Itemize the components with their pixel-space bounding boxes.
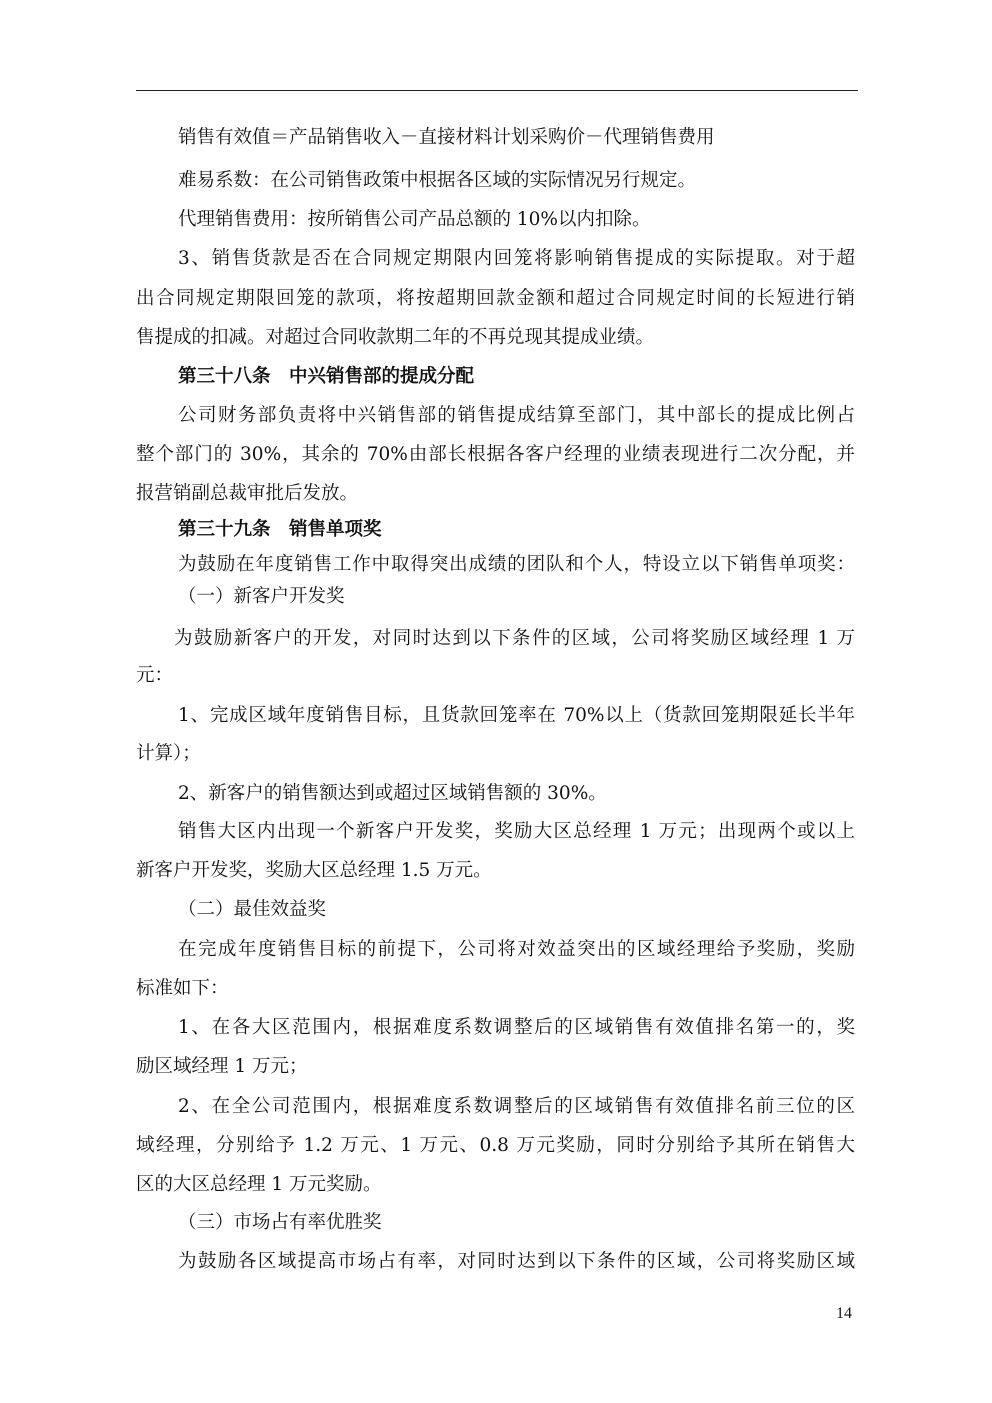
body-line: 3、销售货款是否在合同规定期限内回笼将影响销售提成的实际提取。对于超 (178, 248, 855, 269)
section-heading-1: （一）新客户开发奖 (178, 586, 345, 607)
body-line: 报营销副总裁审批后发放。 (136, 483, 359, 504)
header-rule (136, 90, 858, 91)
body-line: 销售有效值＝产品销售收入－直接材料计划采购价－代理销售费用 (178, 127, 715, 148)
body-line: 域经理，分别给予 1.2 万元、1 万元、0.8 万元奖励，同时分别给予其所在销售大 (136, 1135, 855, 1156)
body-line: 难易系数：在公司销售政策中根据各区域的实际情况另行规定。 (178, 170, 697, 191)
body-line: 励区域经理 1 万元； (136, 1056, 308, 1077)
body-line: 在完成年度销售目标的前提下，公司将对效益突出的区域经理给予奖励，奖励 (178, 939, 855, 960)
body-line: 为鼓励新客户的开发，对同时达到以下条件的区域，公司将奖励区域经理 1 万 (174, 628, 855, 649)
body-line: 新客户开发奖，奖励大区总经理 1.5 万元。 (136, 860, 492, 881)
body-line: 计算）； (136, 743, 201, 764)
body-line: 1、在各大区范围内，根据难度系数调整后的区域销售有效值排名第一的，奖 (178, 1017, 855, 1038)
body-line: 区的大区总经理 1 万元奖励。 (136, 1174, 382, 1195)
body-line: 售提成的扣减。对超过合同收款期二年的不再兑现其提成业绩。 (136, 327, 655, 348)
article-heading-39: 第三十九条 销售单项奖 (178, 519, 382, 540)
body-line: 代理销售费用：按所销售公司产品总额的 10%以内扣除。 (178, 209, 651, 230)
body-line: 1、完成区域年度销售目标，且货款回笼率在 70%以上（货款回笼期限延长半年 (178, 705, 855, 726)
body-line: 销售大区内出现一个新客户开发奖，奖励大区总经理 1 万元；出现两个或以上 (178, 821, 855, 842)
body-line: 标准如下： (136, 978, 229, 999)
article-heading-38: 第三十八条 中兴销售部的提成分配 (178, 366, 475, 387)
body-line: 为鼓励各区域提高市场占有率，对同时达到以下条件的区域，公司将奖励区域 (178, 1251, 855, 1272)
body-line: 2、在全公司范围内，根据难度系数调整后的区域销售有效值排名前三位的区 (178, 1096, 855, 1117)
body-line: 出合同规定期限回笼的款项，将按超期回款金额和超过合同规定时间的长短进行销 (136, 288, 855, 309)
body-line: 整个部门的 30%，其余的 70%由部长根据各客户经理的业绩表现进行二次分配，并 (136, 444, 855, 465)
body-line: 为鼓励在年度销售工作中取得突出成绩的团队和个人，特设立以下销售单项奖： (178, 554, 855, 575)
body-line: 元： (136, 665, 174, 686)
body-line: 2、新客户的销售额达到或超过区域销售额的 30%。 (178, 783, 607, 804)
page-number: 14 (836, 1305, 852, 1322)
section-heading-2: （二）最佳效益奖 (178, 899, 327, 920)
body-line: 公司财务部负责将中兴销售部的销售提成结算至部门，其中部长的提成比例占 (178, 405, 855, 426)
section-heading-3: （三）市场占有率优胜奖 (178, 1212, 382, 1233)
